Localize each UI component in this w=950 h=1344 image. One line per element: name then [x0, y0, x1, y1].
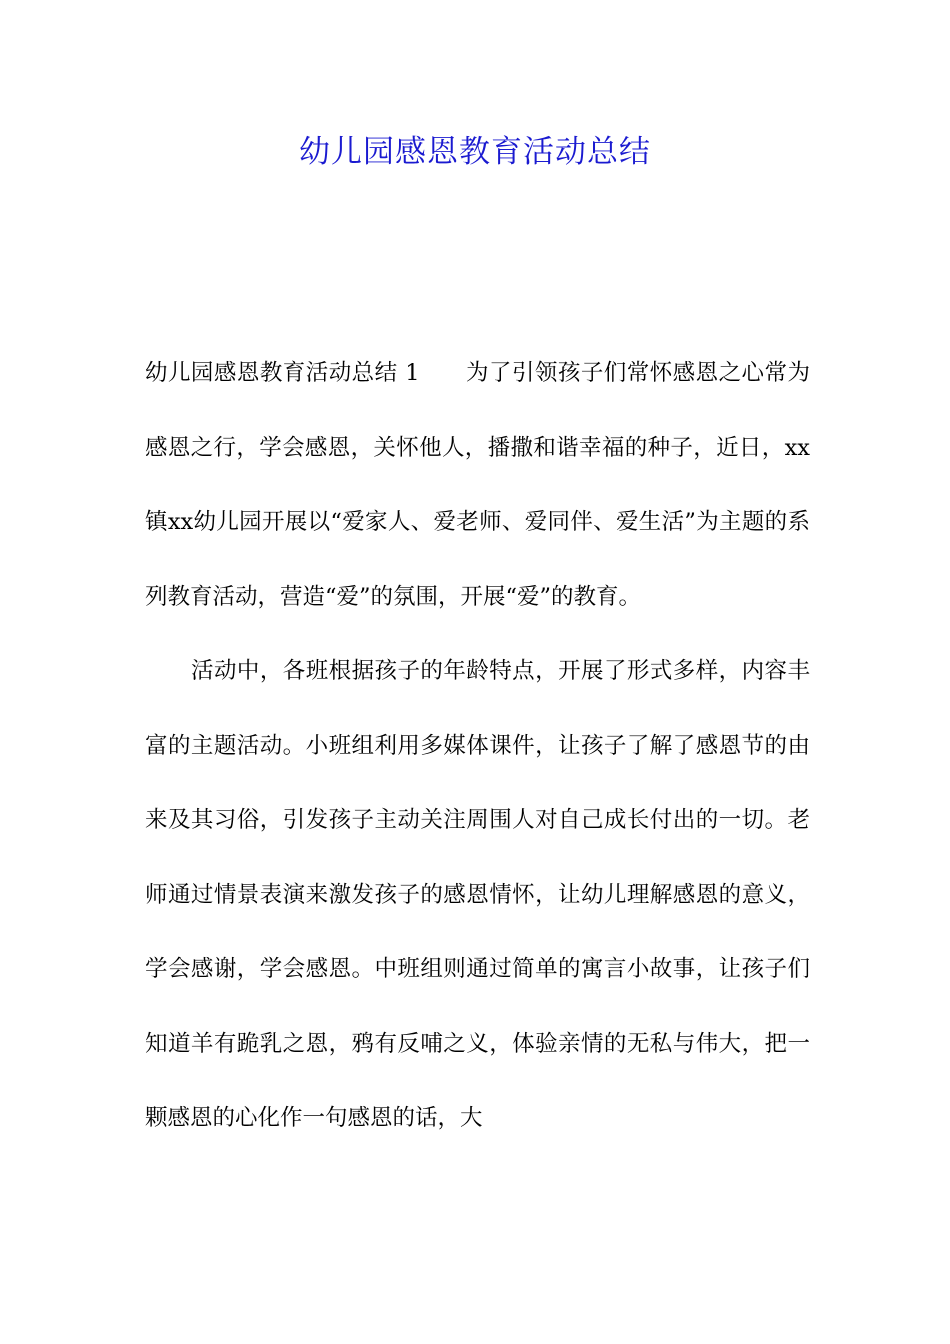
- paragraph-1-text: 为了引领孩子们常怀感恩之心常为感恩之行，学会感恩，关怀他人，播撒和谐幸福的种子，近日，xx镇xx幼儿园开展以“爱家人、爱老师、爱同伴、爱生活”为主题的系列教育活动，营造“爱”的氛围，开展“爱”的教育。: [145, 360, 810, 610]
- section-heading: 幼儿园感恩教育活动总结 1: [145, 360, 420, 386]
- paragraph-1: [145, 336, 810, 634]
- document-body: [145, 336, 810, 1156]
- document-title: 幼儿园感恩教育活动总结: [299, 134, 651, 170]
- paragraph-2: 活动中，各班根据孩子的年龄特点，开展了形式多样，内容丰富的主题活动。小班组利用多媒体课件，让孩子了解了感恩节的由来及其习俗，引发孩子主动关注周围人对自己成长付出的一切。老师通过情景表演来激发孩子的感恩情怀，让幼儿理解感恩的意义，学会感谢，学会感恩。中班组则通过简单的寓言小故事，让孩子们知道羊有跪乳之恩，鸦有反哺之义，体验亲情的无私与伟大，把一颗感恩的心化作一句感恩的话，大: [145, 658, 810, 1131]
